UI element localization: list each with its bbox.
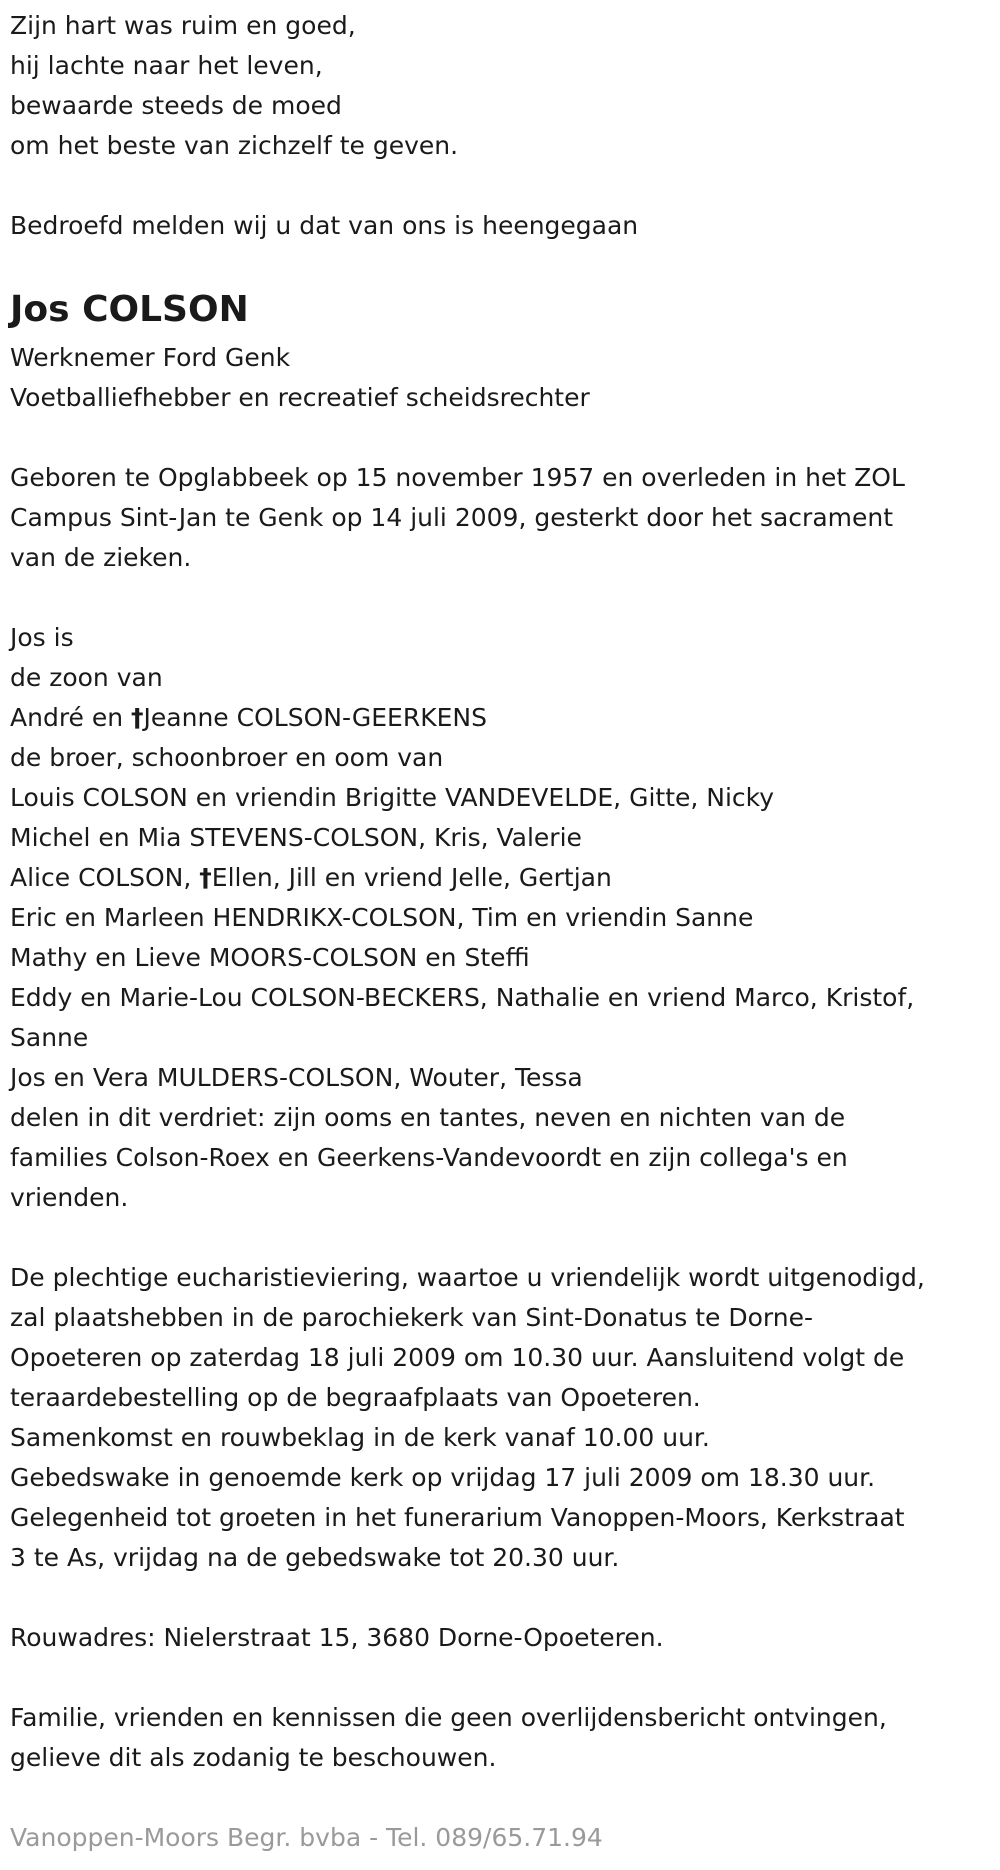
notice-line: Familie, vrienden en kennissen die geen overlijdensbericht ontvingen, — [10, 1703, 887, 1732]
announcement: Bedroefd melden wij u dat van ons is heengegaan — [10, 211, 639, 240]
sibling-line: Eric en Marleen HENDRIKX-COLSON, Tim en vriendin Sanne — [10, 903, 754, 932]
poem-line: om het beste van zichzelf te geven. — [10, 131, 459, 160]
poem-line: bewaarde steeds de moed — [10, 91, 342, 120]
son-of-label: de zoon van — [10, 663, 163, 692]
poem-line: hij lachte naar het leven, — [10, 51, 323, 80]
ceremony-line: zal plaatshebben in de parochiekerk van Sint-Donatus te Dorne- — [10, 1303, 813, 1332]
ceremony-line: De plechtige eucharistieviering, waartoe u vriendelijk wordt uitgenodigd, — [10, 1263, 925, 1292]
spacer — [10, 1778, 995, 1818]
ceremony-paragraph — [10, 1258, 995, 1578]
spacer — [10, 246, 995, 286]
ceremony-line: teraardebestelling op de begraafplaats van Opoeteren. — [10, 1383, 701, 1412]
spacer — [10, 166, 995, 206]
spacer — [10, 1218, 995, 1258]
ceremony-line: Gebedswake in genoemde kerk op vrijdag 17 juli 2009 om 18.30 uur. — [10, 1463, 876, 1492]
spacer — [10, 578, 995, 618]
spacer — [10, 1578, 995, 1618]
birth-death-line: van de zieken. — [10, 543, 192, 572]
deceased-name: Jos COLSON — [10, 289, 249, 330]
role-line: Voetballiefhebber en recreatief scheidsrechter — [10, 383, 590, 412]
parent-mother: Jeanne COLSON-GEERKENS — [143, 703, 487, 732]
mourning-address: Rouwadres: Nielerstraat 15, 3680 Dorne-Opoeteren. — [10, 1623, 664, 1652]
sibling-line — [10, 858, 995, 898]
ceremony-line: 3 te As, vrijdag na de gebedswake tot 20.30 uur. — [10, 1543, 620, 1572]
role-line: Werknemer Ford Genk — [10, 343, 291, 372]
spacer — [10, 1658, 995, 1698]
closing-line: vrienden. — [10, 1183, 129, 1212]
sibling-line-continued: Sanne — [10, 1023, 89, 1052]
sibling-line: Michel en Mia STEVENS-COLSON, Kris, Valerie — [10, 823, 582, 852]
spacer — [10, 418, 995, 458]
funeral-home-footer: Vanoppen-Moors Begr. bvba - Tel. 089/65.71.94 — [10, 1823, 603, 1852]
notice-line: gelieve dit als zodanig te beschouwen. — [10, 1743, 497, 1772]
sibling-line: Mathy en Lieve MOORS-COLSON en Steffi — [10, 943, 530, 972]
closing-line: families Colson-Roex en Geerkens-Vandevoordt en zijn collega's en — [10, 1143, 848, 1172]
sibling-children: Ellen, Jill en vriend Jelle, Gertjan — [211, 863, 612, 892]
cross-icon: † — [199, 863, 212, 892]
birth-death-line: Geboren te Opglabbeek op 15 november 1957 en overleden in het ZOL — [10, 463, 905, 492]
notice-paragraph — [10, 1698, 995, 1778]
family-section — [10, 618, 995, 1218]
birth-death-paragraph — [10, 458, 995, 578]
parents-line — [10, 698, 995, 738]
sibling-intro: de broer, schoonbroer en oom van — [10, 743, 444, 772]
cross-icon: † — [131, 703, 144, 732]
closing-line: delen in dit verdriet: zijn ooms en tantes, neven en nichten van de — [10, 1103, 846, 1132]
sibling-line: Eddy en Marie-Lou COLSON-BECKERS, Nathalie en vriend Marco, Kristof, — [10, 983, 915, 1012]
roles — [10, 338, 995, 418]
sibling-line: Louis COLSON en vriendin Brigitte VANDEVELDE, Gitte, Nicky — [10, 783, 775, 812]
sibling-name: Alice COLSON, — [10, 863, 200, 892]
birth-death-line: Campus Sint-Jan te Genk op 14 juli 2009, gesterkt door het sacrament — [10, 503, 894, 532]
parent-father: André en — [10, 703, 132, 732]
ceremony-line: Opoeteren op zaterdag 18 juli 2009 om 10.30 uur. Aansluitend volgt de — [10, 1343, 905, 1372]
family-intro: Jos is — [10, 623, 74, 652]
poem — [10, 6, 995, 166]
poem-line: Zijn hart was ruim en goed, — [10, 11, 356, 40]
obituary-notice — [10, 6, 995, 1858]
sibling-line: Jos en Vera MULDERS-COLSON, Wouter, Tessa — [10, 1063, 583, 1092]
ceremony-line: Gelegenheid tot groeten in het funerarium Vanoppen-Moors, Kerkstraat — [10, 1503, 905, 1532]
ceremony-line: Samenkomst en rouwbeklag in de kerk vanaf 10.00 uur. — [10, 1423, 710, 1452]
